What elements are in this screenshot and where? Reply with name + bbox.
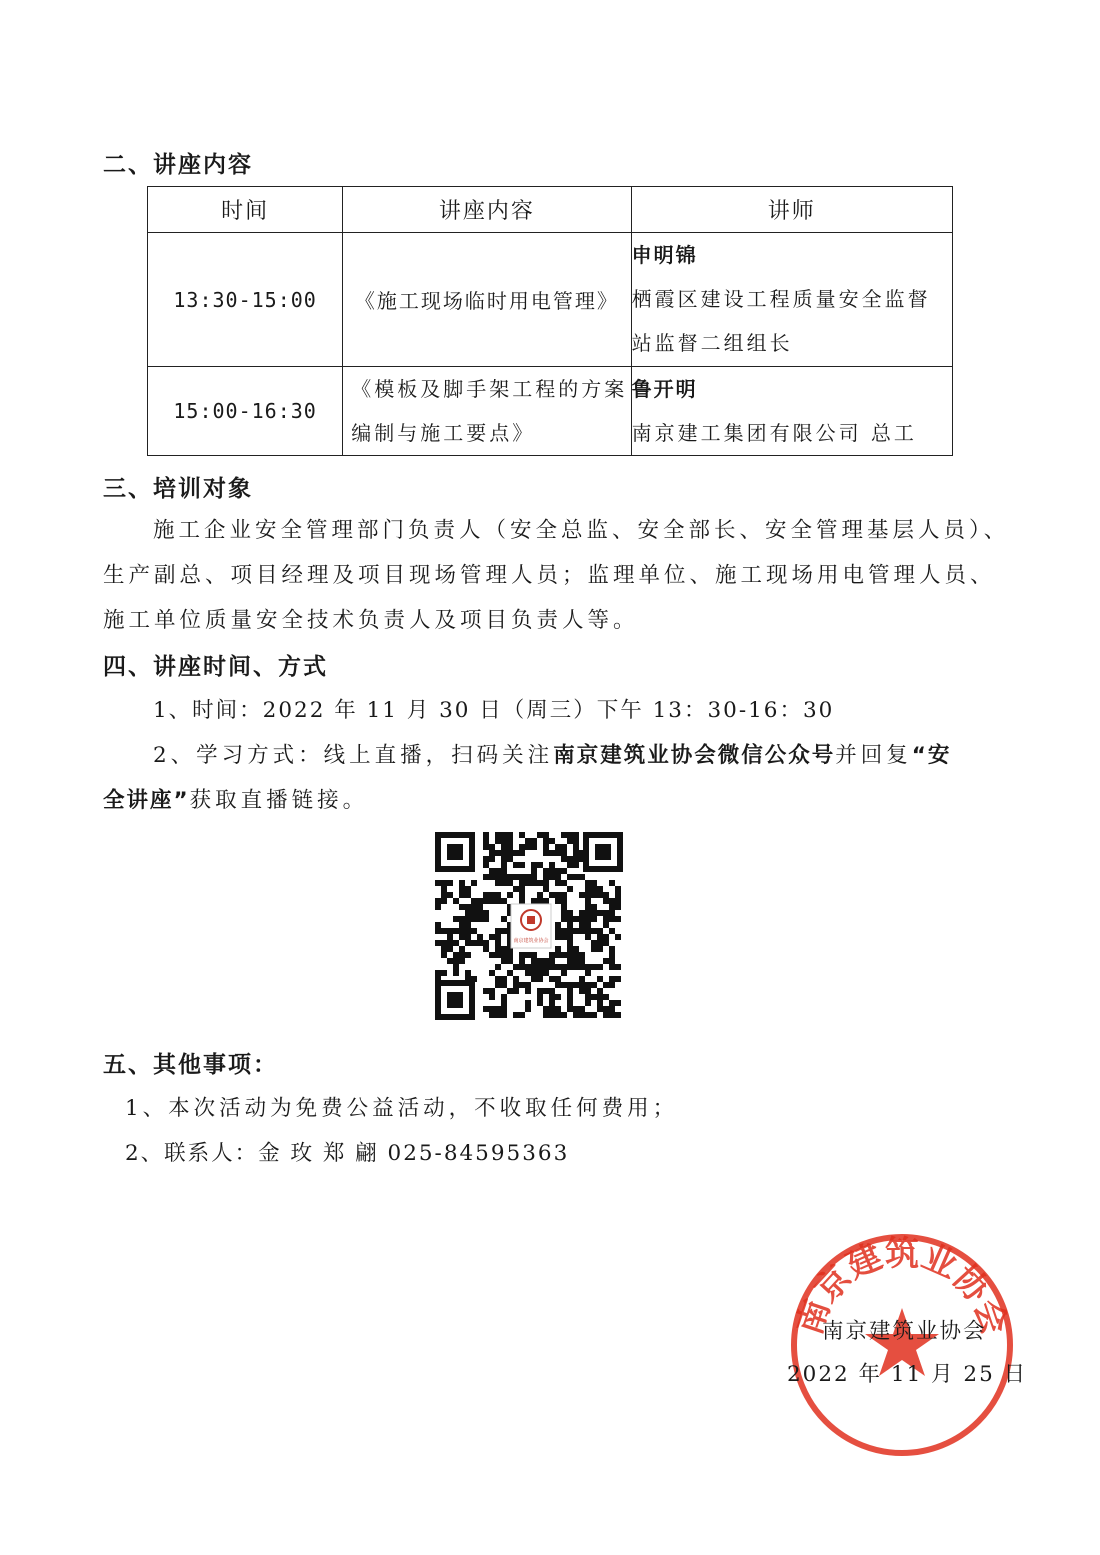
wechat-qr-code-icon bbox=[433, 830, 625, 1022]
table-row bbox=[148, 233, 953, 367]
lecturer-org-line: 栖霞区建设工程质量安全监督 bbox=[631, 287, 931, 311]
section-heading-lecture-content: 二、讲座内容 bbox=[103, 152, 253, 178]
method-mid: 并回复 bbox=[835, 743, 912, 768]
method-rest: 获取直播链接。 bbox=[189, 788, 369, 813]
svg-text:南京建筑业协会: 南京建筑业协会 bbox=[789, 1233, 1015, 1340]
signature-org: 南京建筑业协会 bbox=[822, 1319, 987, 1344]
signature-date: 2022 年 11 月 25 日 bbox=[787, 1362, 1028, 1387]
other-item: 2、联系人：金 玫 郑 翩 025-84595363 bbox=[125, 1141, 570, 1166]
row-time: 15:00-16:30 bbox=[148, 367, 343, 456]
row-topic bbox=[343, 367, 631, 456]
lecturer-org-line: 站监督二组组长 bbox=[631, 331, 793, 355]
official-seal-icon bbox=[787, 1230, 1017, 1460]
audience-line: 生产副总、项目经理及项目现场管理人员；监理单位、施工现场用电管理人员、 bbox=[103, 563, 996, 588]
section-heading-audience: 三、培训对象 bbox=[103, 476, 253, 502]
lecture-time-line: 1、时间：2022 年 11 月 30 日（周三）下午 13：30-16：30 bbox=[153, 698, 835, 723]
lecturer-org-line: 南京建工集团有限公司 总工 bbox=[631, 421, 917, 445]
section-heading-other: 五、其他事项： bbox=[103, 1052, 278, 1078]
header-time: 时间 bbox=[148, 187, 343, 233]
qr-logo-caption: 南京建筑业协会 bbox=[513, 938, 549, 944]
table-row bbox=[148, 367, 953, 456]
header-topic: 讲座内容 bbox=[343, 187, 631, 233]
other-item: 1、本次活动为免费公益活动，不收取任何费用； bbox=[125, 1096, 679, 1121]
audience-line: 施工企业安全管理部门负责人（安全总监、安全部长、安全管理基层人员）、 bbox=[153, 518, 1010, 543]
row-lecturer bbox=[631, 367, 952, 456]
topic-line: 编制与施工要点》 bbox=[351, 421, 536, 445]
row-topic: 《施工现场临时用电管理》 bbox=[343, 233, 631, 367]
wechat-account-name: 南京建筑业协会微信公众号 bbox=[553, 743, 836, 768]
audience-line: 施工单位质量安全技术负责人及项目负责人等。 bbox=[103, 608, 639, 633]
keyword-start: “安 bbox=[911, 743, 952, 768]
schedule-table bbox=[147, 186, 953, 456]
method-prefix: 2、学习方式：线上直播，扫码关注 bbox=[153, 743, 554, 768]
lecturer-name: 鲁开明 bbox=[631, 377, 698, 401]
method-line bbox=[103, 783, 1003, 814]
method-line bbox=[153, 738, 1053, 769]
lecturer-name: 申明锦 bbox=[631, 243, 698, 267]
table-header-row bbox=[148, 187, 953, 233]
header-lecturer: 讲师 bbox=[631, 187, 952, 233]
keyword-end: 全讲座” bbox=[103, 788, 190, 813]
row-lecturer bbox=[631, 233, 952, 367]
row-time: 13:30-15:00 bbox=[148, 233, 343, 367]
topic-line: 《模板及脚手架工程的方案 bbox=[351, 377, 628, 401]
section-heading-time-method: 四、讲座时间、方式 bbox=[103, 654, 328, 680]
